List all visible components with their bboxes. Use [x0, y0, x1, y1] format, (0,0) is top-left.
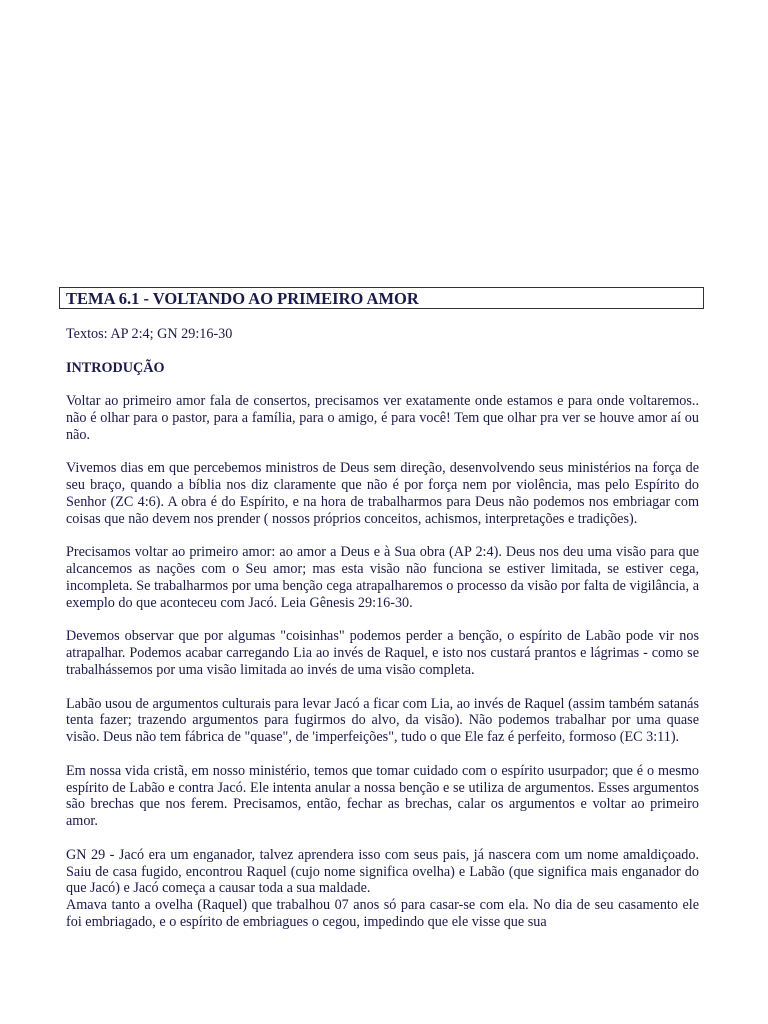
- document-body: [66, 326, 699, 931]
- section-heading: INTRODUÇÃO: [66, 359, 165, 376]
- paragraph: Vivemos dias em que percebemos ministros de Deus sem direção, desenvolvendo seus ministérios na força de seu braço, quando a bíblia nos diz claramente que não é por força nem por violência, mas pelo Espírito do Senhor (ZC 4:6). A obra é do Espírito, e na hora de trabalharmos para Deus não podemos nos embriagar com coisas que não devem nos prender ( nossos próprios conceitos, achismos, interpretações e tradições).: [66, 460, 699, 527]
- paragraph: Em nossa vida cristã, em nosso ministério, temos que tomar cuidado com o espírito usurpador; que é o mesmo espírito de Labão e contra Jacó. Ele intenta anular a nossa benção e se utiliza de argumentos. Esses argumentos são brechas que nos ferem. Precisamos, então, fechar as brechas, calar os argumentos e voltar ao primeiro amor.: [66, 762, 699, 830]
- paragraph: Voltar ao primeiro amor fala de consertos, precisamos ver exatamente onde estamos e para onde voltaremos.. não é olhar para o pastor, para a família, para o amigo, é para você! Tem que olhar pra ver se houve amor aí ou não.: [66, 393, 699, 443]
- title-box: [59, 287, 704, 309]
- document-title: TEMA 6.1 - VOLTANDO AO PRIMEIRO AMOR: [66, 289, 419, 308]
- scripture-references: Textos: AP 2:4; GN 29:16-30: [66, 326, 233, 342]
- paragraph: Labão usou de argumentos culturais para levar Jacó a ficar com Lia, ao invés de Raquel (assim também satanás tenta fazer; trazendo argumentos para fugirmos do alvo, da visão). Não podemos trabalhar por uma quase visão. Deus não tem fábrica de "quase", de 'imperfeições", tudo o que Ele faz é perfeito, formoso (EC 3:11).: [66, 695, 699, 746]
- paragraph: Precisamos voltar ao primeiro amor: ao amor a Deus e à Sua obra (AP 2:4). Deus nos deu uma visão para que alcancemos as nações com o Seu amor; mas esta visão não funciona se estiver limitada, se estiver cega, incompleta. Se trabalharmos por uma benção cega atrapalharemos o processo da visão por falta de vigilância, a exemplo do que aconteceu com Jacó. Leia Gênesis 29:16-30.: [66, 544, 699, 611]
- paragraph: Amava tanto a ovelha (Raquel) que trabalhou 07 anos só para casar-se com ela. No dia de seu casamento ele foi embriagado, e o espírito de embriagues o cegou, impedindo que ele visse que sua: [66, 897, 699, 930]
- paragraph: Devemos observar que por algumas "coisinhas" podemos perder a benção, o espírito de Labão pode vir nos atrapalhar. Podemos acabar carregando Lia ao invés de Raquel, e isto nos custará prantos e lágrimas - como se trabalhássemos por uma visão limitada ao invés de uma visão completa.: [66, 628, 699, 678]
- paragraph: GN 29 - Jacó era um enganador, talvez aprendera isso com seus pais, já nascera com um nome amaldiçoado. Saiu de casa fugido, encontrou Raquel (cujo nome significa ovelha) e Labão (que significa mais enganador do que Jacó) e Jacó começa a causar toda a sua maldade.: [66, 846, 699, 897]
